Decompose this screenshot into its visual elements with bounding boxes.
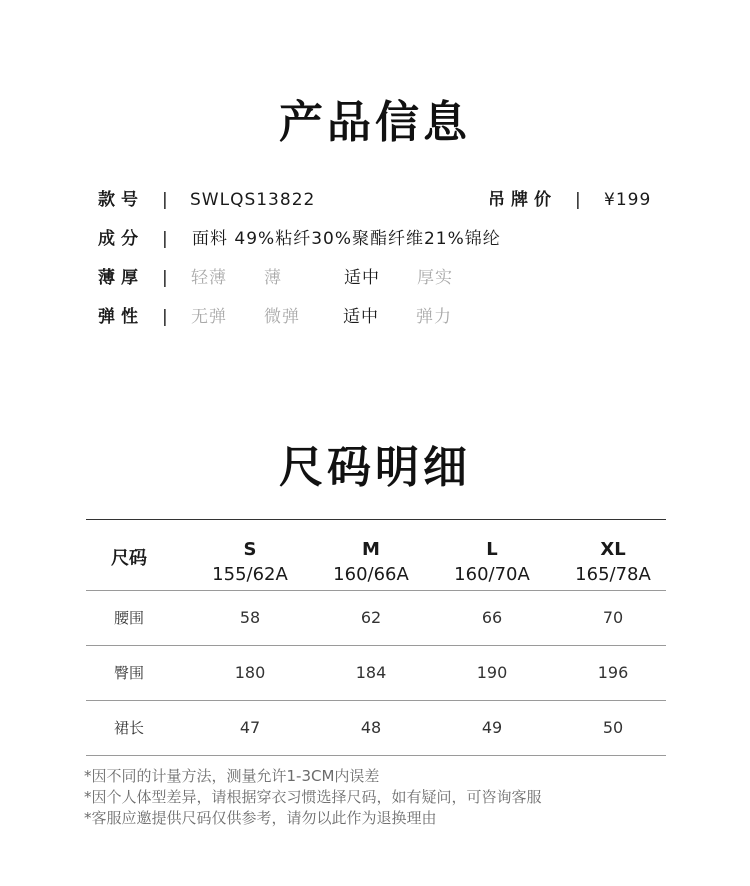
row-label: 臀围: [113, 664, 144, 682]
size-table: [86, 519, 666, 756]
table-row: [86, 646, 666, 701]
size-name: XL: [600, 539, 626, 560]
size-column-header: [190, 520, 310, 588]
product-info-title: 产品信息: [279, 97, 471, 148]
composition-label: 成分: [98, 229, 144, 249]
size-notes: [84, 766, 542, 829]
size-spec: 165/78A: [575, 564, 651, 585]
size-spec: 160/70A: [454, 564, 530, 585]
note-line: *因不同的计量方法，测量允许1-3CM内误差: [84, 767, 380, 785]
tag-price-label: 吊牌价: [488, 190, 557, 210]
tag-price-value: ¥199: [604, 190, 652, 210]
size-chart-title: 尺码明细: [279, 442, 471, 493]
size-column-header: [432, 520, 552, 588]
table-cell: 180: [234, 663, 266, 682]
elasticity-option: 弹力: [416, 307, 452, 327]
note-line: *因个人体型差异，请根据穿衣习惯选择尺码，如有疑问，可咨询客服: [84, 788, 542, 806]
thickness-option: 轻薄: [191, 268, 227, 288]
table-cell: 62: [360, 608, 382, 627]
size-name: M: [362, 539, 380, 560]
thickness-option-selected: 适中: [344, 268, 380, 288]
size-column-header: [553, 520, 673, 588]
row-label: 腰围: [113, 609, 144, 627]
thickness-option: 薄: [264, 268, 282, 288]
size-table-header: [86, 520, 666, 591]
size-name: L: [486, 539, 498, 560]
table-row: [86, 701, 666, 756]
separator: |: [162, 190, 168, 210]
elasticity-option: 无弹: [191, 307, 227, 327]
style-no-label: 款号: [98, 190, 144, 210]
size-name: S: [243, 539, 257, 560]
composition-value: 面料 49%粘纤30%聚酯纤维21%锦纶: [192, 229, 501, 249]
elasticity-option: 微弹: [264, 307, 300, 327]
table-cell: 48: [360, 718, 382, 737]
table-cell: 49: [481, 718, 503, 737]
separator: |: [162, 229, 168, 249]
elasticity-label: 弹性: [98, 307, 144, 327]
style-no-value: SWLQS13822: [190, 190, 316, 210]
separator: |: [162, 307, 168, 327]
note-line: *客服应邀提供尺码仅供参考，请勿以此作为退换理由: [84, 809, 437, 827]
table-cell: 66: [481, 608, 503, 627]
table-cell: 58: [239, 608, 261, 627]
elasticity-option-selected: 适中: [343, 307, 379, 327]
table-cell: 70: [602, 608, 624, 627]
table-cell: 47: [239, 718, 261, 737]
thickness-label: 薄厚: [98, 268, 144, 288]
table-cell: 184: [355, 663, 387, 682]
size-spec: 160/66A: [333, 564, 409, 585]
table-cell: 50: [602, 718, 624, 737]
corner-label: 尺码: [111, 548, 147, 569]
size-column-header: [311, 520, 431, 588]
separator: |: [162, 268, 168, 288]
size-spec: 155/62A: [212, 564, 288, 585]
separator: |: [575, 190, 581, 210]
table-cell: 190: [476, 663, 508, 682]
thickness-option: 厚实: [417, 268, 453, 288]
row-label: 裙长: [113, 719, 144, 737]
table-cell: 196: [597, 663, 629, 682]
table-row: [86, 591, 666, 646]
